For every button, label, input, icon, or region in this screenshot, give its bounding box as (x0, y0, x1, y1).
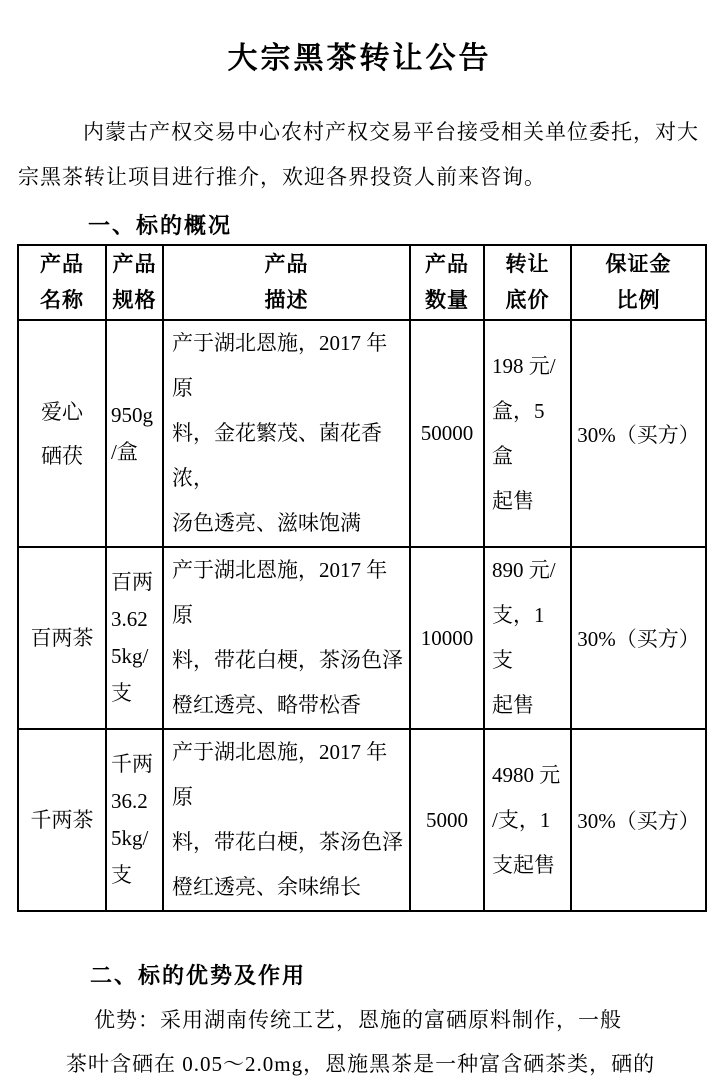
section2-heading: 二、标的优势及作用 (90, 963, 307, 988)
product-table (17, 244, 707, 912)
table-row (18, 547, 706, 729)
intro-paragraph: 内蒙古产权交易中心农村产权交易平台接受相关单位委托，对大 宗黑茶转让项目进行推介，欢迎各界投资人前来咨询。 (18, 120, 699, 189)
cell-deposit-ratio: 30%（买方） (571, 320, 706, 547)
cell-product-name: 百两茶 (18, 547, 106, 729)
page-title: 大宗黑茶转让公告 (227, 42, 492, 75)
col-header-product-desc: 产品 描述 (163, 245, 410, 320)
section2-paragraph: 优势：采用湖南传统工艺，恩施的富硒原料制作，一般 茶叶含硒在 0.05～2.0mg，恩施黑茶是一种富含硒茶类，硒的 (66, 1008, 656, 1076)
col-header-deposit-ratio: 保证金 比例 (571, 245, 706, 320)
cell-product-spec: 千两 36.2 5kg/ 支 (106, 729, 163, 911)
table-row (18, 729, 706, 911)
cell-product-desc: 产于湖北恩施，2017 年原 料，带花白梗，茶汤色泽 橙红透亮、余味绵长 (163, 729, 410, 911)
cell-product-qty: 5000 (410, 729, 484, 911)
cell-product-name: 爱心 硒茯 (18, 320, 106, 547)
cell-product-spec: 950g /盒 (106, 320, 163, 547)
cell-product-name: 千两茶 (18, 729, 106, 911)
table-header-row (18, 245, 706, 320)
table-row (18, 320, 706, 547)
cell-product-desc: 产于湖北恩施，2017 年原 料，金花繁茂、菌花香浓， 汤色透亮、滋味饱满 (163, 320, 410, 547)
cell-product-desc: 产于湖北恩施，2017 年原 料，带花白梗，茶汤色泽 橙红透亮、略带松香 (163, 547, 410, 729)
cell-deposit-ratio: 30%（买方） (571, 729, 706, 911)
col-header-product-name: 产品 名称 (18, 245, 106, 320)
col-header-floor-price: 转让 底价 (484, 245, 571, 320)
col-header-product-spec: 产品 规格 (106, 245, 163, 320)
section1-heading: 一、标的概况 (88, 213, 233, 238)
document-page (0, 40, 719, 1076)
cell-product-qty: 50000 (410, 320, 484, 547)
cell-floor-price: 198 元/ 盒，5 盒 起售 (484, 320, 571, 547)
cell-product-qty: 10000 (410, 547, 484, 729)
cell-deposit-ratio: 30%（买方） (571, 547, 706, 729)
cell-product-spec: 百两 3.62 5kg/ 支 (106, 547, 163, 729)
cell-floor-price: 4980 元 /支，1 支起售 (484, 729, 571, 911)
col-header-product-qty: 产品 数量 (410, 245, 484, 320)
cell-floor-price: 890 元/ 支，1 支 起售 (484, 547, 571, 729)
